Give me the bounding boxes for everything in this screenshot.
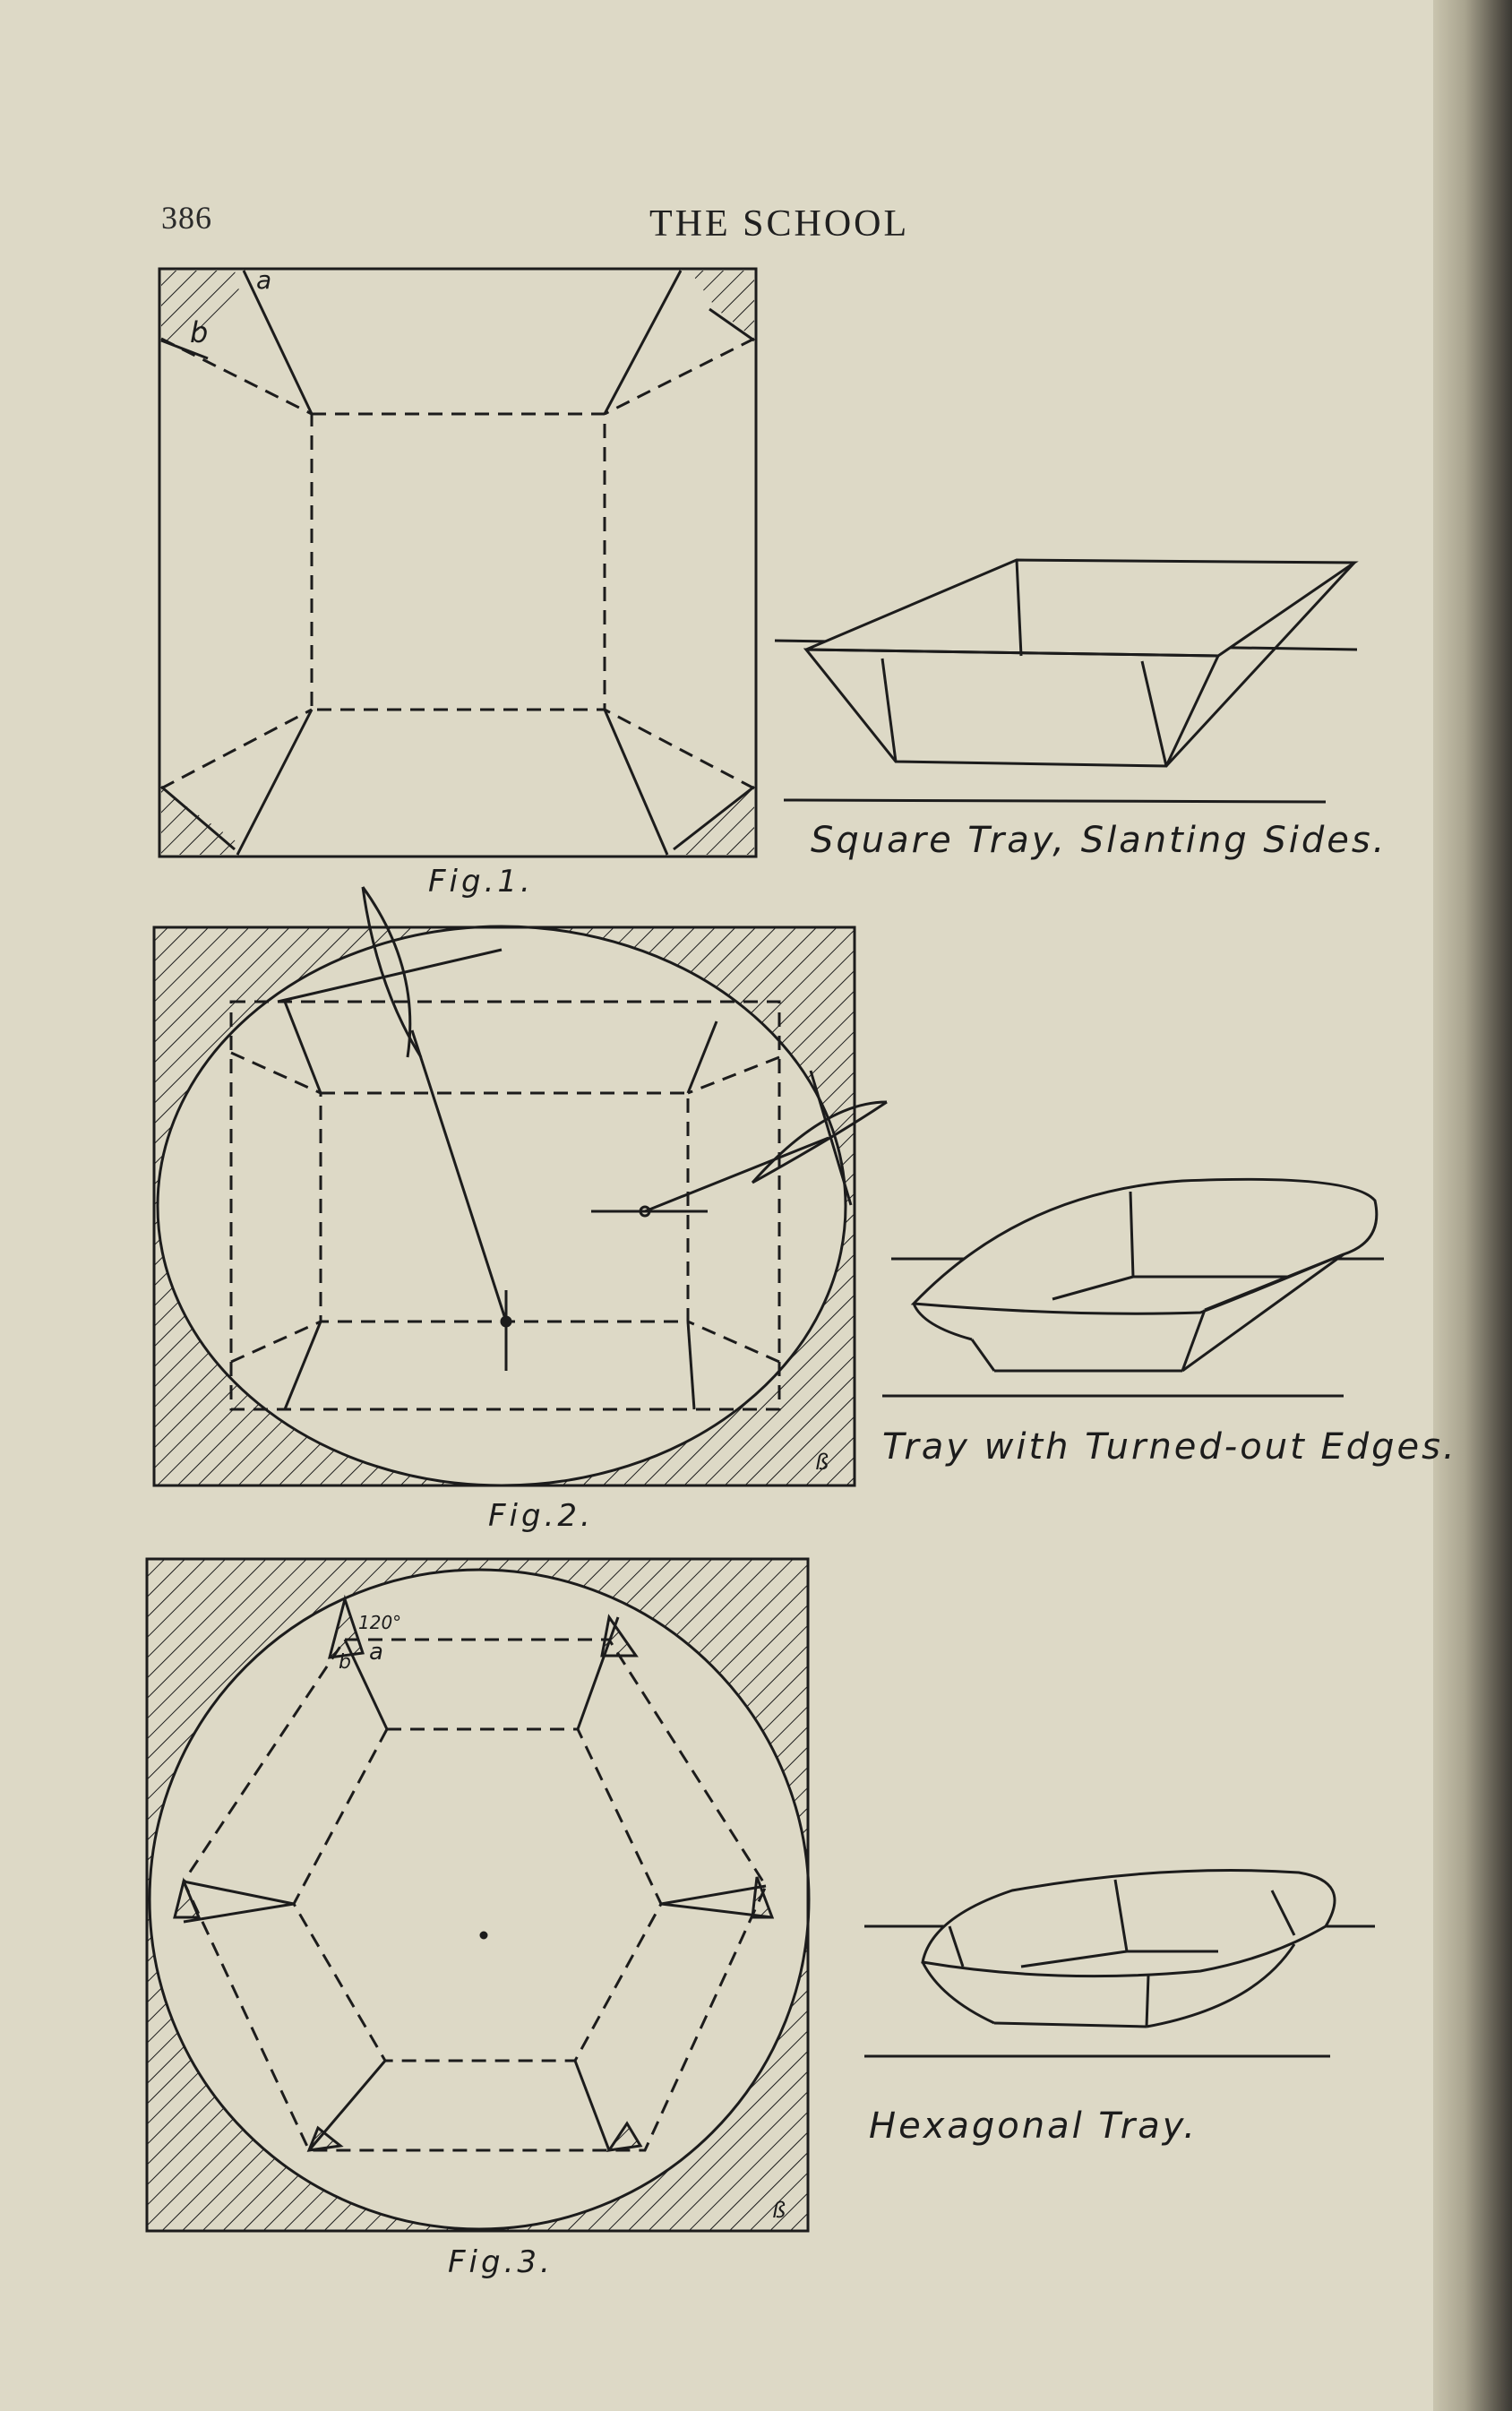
fig2-label: Fig.2. [488,1498,594,1534]
page-number: 386 [161,200,212,236]
fig1-corner-label-b: b [190,315,209,349]
fig3-angle-label: 120° [358,1612,402,1633]
fig2-caption: Tray with Turned-out Edges. [882,1426,1457,1468]
fig2-corner-mark: ß [815,1450,829,1475]
fig3-label: Fig.3. [448,2244,554,2280]
fig1-pattern [159,269,756,857]
fig3-corner-mark: ß [772,2198,786,2223]
fig2-pattern [154,887,887,1485]
fig1-label: Fig.1. [428,864,534,900]
fig1-caption: Square Tray, Slanting Sides. [811,820,1387,861]
turned-out-tray-drawing [882,1179,1384,1396]
fig3-corner-label-b: b [339,1651,351,1674]
square-tray-drawing [775,560,1357,802]
running-head: THE SCHOOL [649,203,910,245]
fig3-corner-label-a: a [369,1639,383,1666]
hexagonal-tray-drawing [864,1871,1375,2057]
fig3-caption: Hexagonal Tray. [869,2105,1198,2147]
fig1-corner-label-a: a [256,265,272,295]
fig3-pattern [147,1559,809,2231]
